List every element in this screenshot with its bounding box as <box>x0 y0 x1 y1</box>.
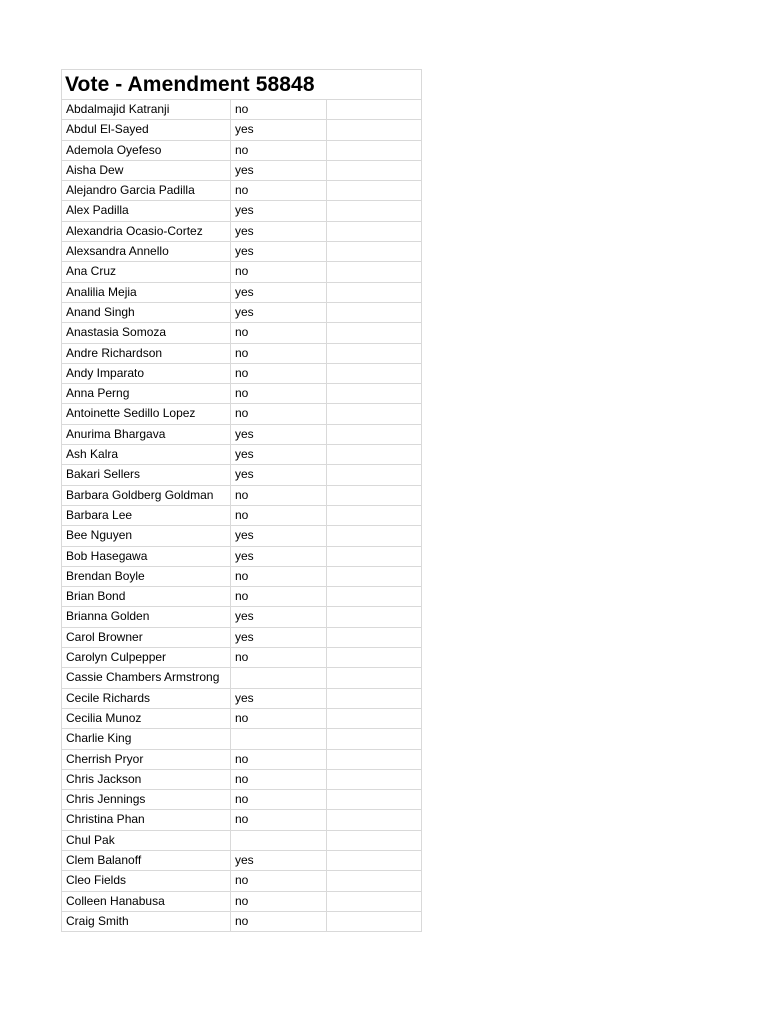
member-name-cell: Anurima Bhargava <box>62 425 231 445</box>
member-name-cell: Barbara Goldberg Goldman <box>62 486 231 506</box>
table-row <box>62 100 422 120</box>
member-name-cell: Charlie King <box>62 729 231 749</box>
member-name-cell: Brian Bond <box>62 587 231 607</box>
vote-cell: yes <box>231 303 327 323</box>
member-name-cell: Alexandria Ocasio-Cortez <box>62 222 231 242</box>
table-row <box>62 141 422 161</box>
member-name-cell: Chris Jennings <box>62 790 231 810</box>
table-row <box>62 750 422 770</box>
table-row <box>62 262 422 282</box>
table-row <box>62 506 422 526</box>
member-name-cell: Carol Browner <box>62 628 231 648</box>
vote-cell: no <box>231 770 327 790</box>
vote-cell: yes <box>231 547 327 567</box>
member-name-cell: Barbara Lee <box>62 506 231 526</box>
table-row <box>62 770 422 790</box>
member-name-cell: Cecile Richards <box>62 689 231 709</box>
vote-cell: yes <box>231 465 327 485</box>
member-name-cell: Cecilia Munoz <box>62 709 231 729</box>
table-row <box>62 587 422 607</box>
vote-cell: yes <box>231 445 327 465</box>
table-row <box>62 709 422 729</box>
table-row <box>62 567 422 587</box>
empty-cell <box>327 892 422 912</box>
vote-cell: no <box>231 262 327 282</box>
empty-cell <box>327 587 422 607</box>
member-name-cell: Analilia Mejia <box>62 283 231 303</box>
empty-cell <box>327 222 422 242</box>
empty-cell <box>327 465 422 485</box>
vote-cell: yes <box>231 283 327 303</box>
table-row <box>62 222 422 242</box>
member-name-cell: Chris Jackson <box>62 770 231 790</box>
empty-cell <box>327 100 422 120</box>
member-name-cell: Clem Balanoff <box>62 851 231 871</box>
member-name-cell: Abdalmajid Katranji <box>62 100 231 120</box>
empty-cell <box>327 790 422 810</box>
empty-cell <box>327 628 422 648</box>
member-name-cell: Andy Imparato <box>62 364 231 384</box>
empty-cell <box>327 120 422 140</box>
vote-cell: yes <box>231 425 327 445</box>
table-row <box>62 526 422 546</box>
empty-cell <box>327 425 422 445</box>
empty-cell <box>327 201 422 221</box>
member-name-cell: Cassie Chambers Armstrong <box>62 668 231 688</box>
empty-cell <box>327 851 422 871</box>
vote-cell: no <box>231 486 327 506</box>
empty-cell <box>327 770 422 790</box>
member-name-cell: Bakari Sellers <box>62 465 231 485</box>
member-name-cell: Alexsandra Annello <box>62 242 231 262</box>
empty-cell <box>327 810 422 830</box>
member-name-cell: Antoinette Sedillo Lopez <box>62 404 231 424</box>
vote-cell <box>231 729 327 749</box>
table-row <box>62 648 422 668</box>
member-name-cell: Abdul El-Sayed <box>62 120 231 140</box>
vote-cell: no <box>231 141 327 161</box>
empty-cell <box>327 567 422 587</box>
member-name-cell: Bob Hasegawa <box>62 547 231 567</box>
member-name-cell: Brianna Golden <box>62 607 231 627</box>
sheet-title: Vote - Amendment 58848 <box>65 72 315 96</box>
table-row <box>62 628 422 648</box>
vote-cell: no <box>231 100 327 120</box>
empty-cell <box>327 709 422 729</box>
member-name-cell: Bee Nguyen <box>62 526 231 546</box>
vote-cell: no <box>231 871 327 891</box>
table-row <box>62 851 422 871</box>
vote-cell: no <box>231 181 327 201</box>
empty-cell <box>327 262 422 282</box>
table-row <box>62 892 422 912</box>
empty-cell <box>327 750 422 770</box>
vote-cell: no <box>231 323 327 343</box>
table-row <box>62 607 422 627</box>
table-row <box>62 810 422 830</box>
vote-cell: no <box>231 709 327 729</box>
empty-cell <box>327 607 422 627</box>
member-name-cell: Aisha Dew <box>62 161 231 181</box>
member-name-cell: Anand Singh <box>62 303 231 323</box>
empty-cell <box>327 506 422 526</box>
table-row <box>62 486 422 506</box>
table-row <box>62 364 422 384</box>
empty-cell <box>327 831 422 851</box>
member-name-cell: Craig Smith <box>62 912 231 932</box>
table-row <box>62 344 422 364</box>
empty-cell <box>327 384 422 404</box>
empty-cell <box>327 141 422 161</box>
vote-table <box>61 69 422 932</box>
table-row <box>62 689 422 709</box>
member-name-cell: Carolyn Culpepper <box>62 648 231 668</box>
vote-cell: yes <box>231 242 327 262</box>
vote-cell: yes <box>231 851 327 871</box>
table-row <box>62 283 422 303</box>
empty-cell <box>327 668 422 688</box>
table-row <box>62 201 422 221</box>
vote-cell <box>231 668 327 688</box>
member-name-cell: Christina Phan <box>62 810 231 830</box>
member-name-cell: Ash Kalra <box>62 445 231 465</box>
empty-cell <box>327 323 422 343</box>
table-row <box>62 181 422 201</box>
table-row <box>62 303 422 323</box>
vote-cell: no <box>231 587 327 607</box>
empty-cell <box>327 547 422 567</box>
empty-cell <box>327 729 422 749</box>
vote-cell: no <box>231 912 327 932</box>
member-name-cell: Chul Pak <box>62 831 231 851</box>
member-name-cell: Alejandro Garcia Padilla <box>62 181 231 201</box>
table-row <box>62 790 422 810</box>
vote-cell: no <box>231 364 327 384</box>
vote-cell: no <box>231 506 327 526</box>
table-row <box>62 547 422 567</box>
member-name-cell: Ademola Oyefeso <box>62 141 231 161</box>
table-row <box>62 120 422 140</box>
vote-cell: yes <box>231 201 327 221</box>
vote-cell <box>231 831 327 851</box>
vote-cell: yes <box>231 607 327 627</box>
vote-cell: no <box>231 384 327 404</box>
vote-cell: no <box>231 790 327 810</box>
vote-cell: yes <box>231 526 327 546</box>
empty-cell <box>327 283 422 303</box>
empty-cell <box>327 181 422 201</box>
vote-cell: no <box>231 648 327 668</box>
table-row <box>62 912 422 932</box>
member-name-cell: Andre Richardson <box>62 344 231 364</box>
empty-cell <box>327 912 422 932</box>
empty-cell <box>327 648 422 668</box>
vote-cell: yes <box>231 222 327 242</box>
empty-cell <box>327 526 422 546</box>
empty-cell <box>327 486 422 506</box>
table-row <box>62 831 422 851</box>
empty-cell <box>327 364 422 384</box>
table-row <box>62 425 422 445</box>
vote-cell: no <box>231 404 327 424</box>
member-name-cell: Anna Perng <box>62 384 231 404</box>
vote-cell: no <box>231 567 327 587</box>
empty-cell <box>327 161 422 181</box>
table-row <box>62 242 422 262</box>
member-name-cell: Ana Cruz <box>62 262 231 282</box>
table-row <box>62 404 422 424</box>
table-body <box>62 100 422 932</box>
table-row <box>62 668 422 688</box>
table-row <box>62 871 422 891</box>
vote-cell: yes <box>231 628 327 648</box>
vote-cell: yes <box>231 689 327 709</box>
member-name-cell: Brendan Boyle <box>62 567 231 587</box>
member-name-cell: Colleen Hanabusa <box>62 892 231 912</box>
member-name-cell: Cherrish Pryor <box>62 750 231 770</box>
table-row <box>62 323 422 343</box>
title-row <box>62 70 422 100</box>
member-name-cell: Anastasia Somoza <box>62 323 231 343</box>
empty-cell <box>327 404 422 424</box>
empty-cell <box>327 303 422 323</box>
table-row <box>62 729 422 749</box>
empty-cell <box>327 445 422 465</box>
vote-cell: yes <box>231 120 327 140</box>
vote-cell: no <box>231 810 327 830</box>
table-row <box>62 465 422 485</box>
empty-cell <box>327 242 422 262</box>
table-row <box>62 384 422 404</box>
vote-cell: no <box>231 892 327 912</box>
vote-cell: no <box>231 750 327 770</box>
empty-cell <box>327 344 422 364</box>
empty-cell <box>327 689 422 709</box>
member-name-cell: Cleo Fields <box>62 871 231 891</box>
empty-cell <box>327 871 422 891</box>
vote-cell: no <box>231 344 327 364</box>
vote-cell: yes <box>231 161 327 181</box>
table-row <box>62 445 422 465</box>
table-row <box>62 161 422 181</box>
member-name-cell: Alex Padilla <box>62 201 231 221</box>
